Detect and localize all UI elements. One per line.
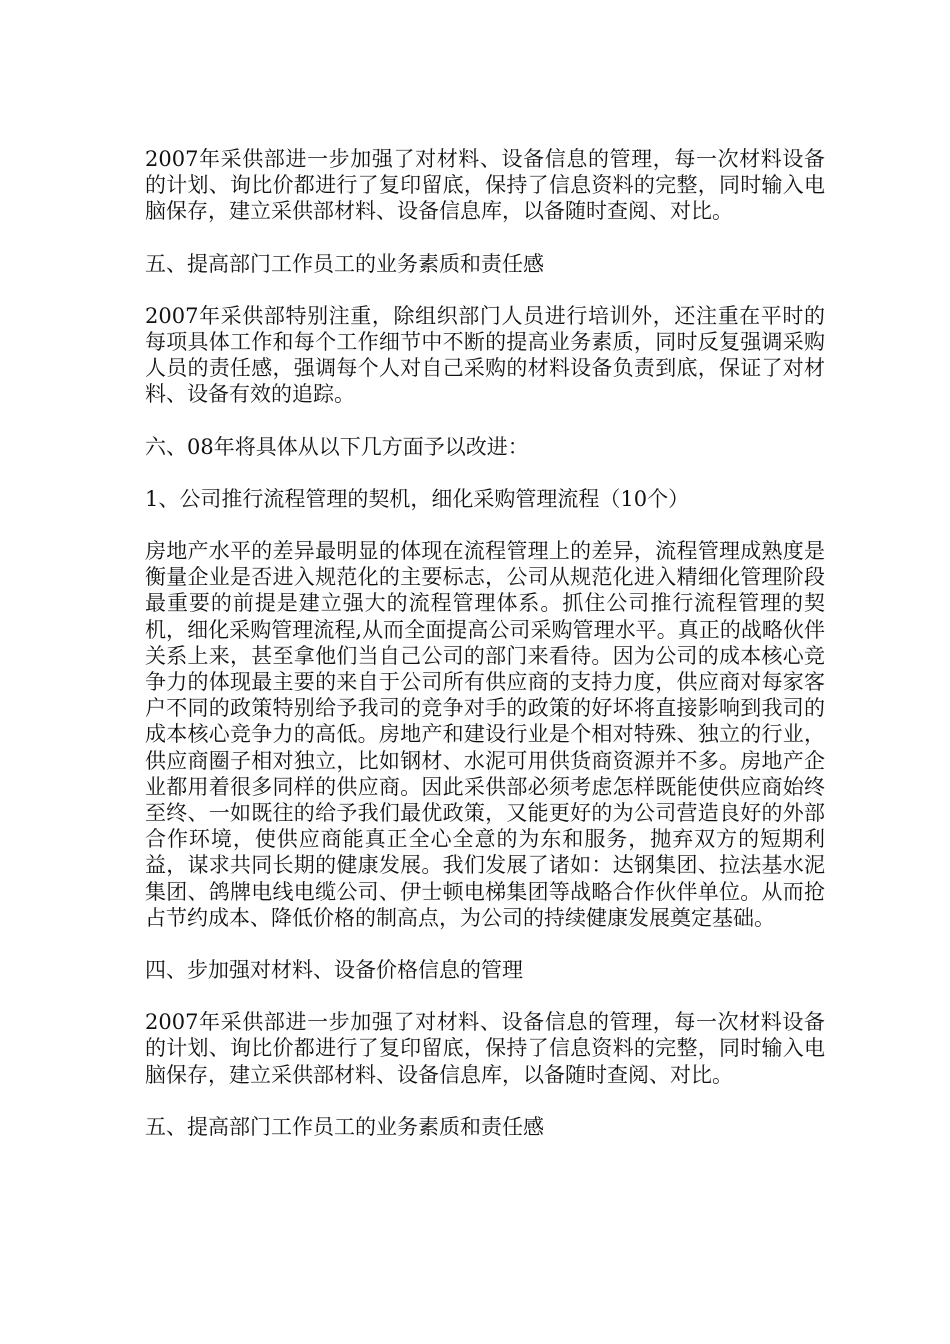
heading-item-one: 1、公司推行流程管理的契机，细化采购管理流程（10个） bbox=[145, 486, 690, 511]
paragraph-staff-training: 2007年采供部特别注重，除组织部门人员进行培训外，还注重在平时的每项具体工作和每个工作细节中不断的提高业务素质，同时反复强调采购人员的责任感，强调每个人对自己采购的材料设备负责到底，保证了对材料、设备有效的追踪。 bbox=[145, 303, 825, 407]
heading-section-four: 四、步加强对材料、设备价格信息的管理 bbox=[145, 958, 523, 983]
paragraph-info-management: 2007年采供部进一步加强了对材料、设备信息的管理，每一次材料设备的计划、询比价都进行了复印留底，保持了信息资料的完整，同时输入电脑保存，建立采供部材料、设备信息库，以备随时查阅、对比。 bbox=[145, 147, 825, 224]
heading-section-five: 五、提高部门工作员工的业务素质和责任感 bbox=[145, 251, 544, 276]
paragraph-info-management-repeat: 2007年采供部进一步加强了对材料、设备信息的管理，每一次材料设备的计划、询比价都进行了复印留底，保持了信息资料的完整，同时输入电脑保存，建立采供部材料、设备信息库，以备随时查阅、对比。 bbox=[145, 1010, 825, 1087]
document-body bbox=[145, 146, 825, 1166]
heading-section-six: 六、08年将具体从以下几方面予以改进： bbox=[145, 434, 529, 459]
paragraph-process-management: 房地产水平的差异最明显的体现在流程管理上的差异，流程管理成熟度是衡量企业是否进入规范化的主要标志，公司从规范化进入精细化管理阶段最重要的前提是建立强大的流程管理体系。抓住公司推行流程管理的契机，细化采购管理流程,从而全面提高公司采购管理水平。真正的战略伙伴关系上来，甚至拿他们当自己公司的部门来看待。因为公司的成本核心竞争力的体现最主要的来自于公司所有供应商的支持力度，供应商对每家客户不同的政策特别给予我司的竞争对手的政策的好坏将直接影响到我司的成本核心竞争力的高低。房地产和建设行业是个相对特殊、独立的行业，供应商圈子相对独立，比如钢材、水泥可用供货商资源并不多。房地产企业都用着很多同样的供应商。因此采供部必须考虑怎样既能使供应商始终至终、一如既往的给予我们最优政策，又能更好的为公司营造良好的外部合作环境，使供应商能真正全心全意的为东和服务，抛弃双方的短期利益，谋求共同长期的健康发展。我们发展了诸如：达钢集团、拉法基水泥集团、鸽牌电线电缆公司、伊士顿电梯集团等战略合作伙伴单位。从而抢占节约成本、降低价格的制高点，为公司的持续健康发展奠定基础。 bbox=[145, 539, 825, 930]
heading-section-five-repeat: 五、提高部门工作员工的业务素质和责任感 bbox=[145, 1114, 544, 1139]
